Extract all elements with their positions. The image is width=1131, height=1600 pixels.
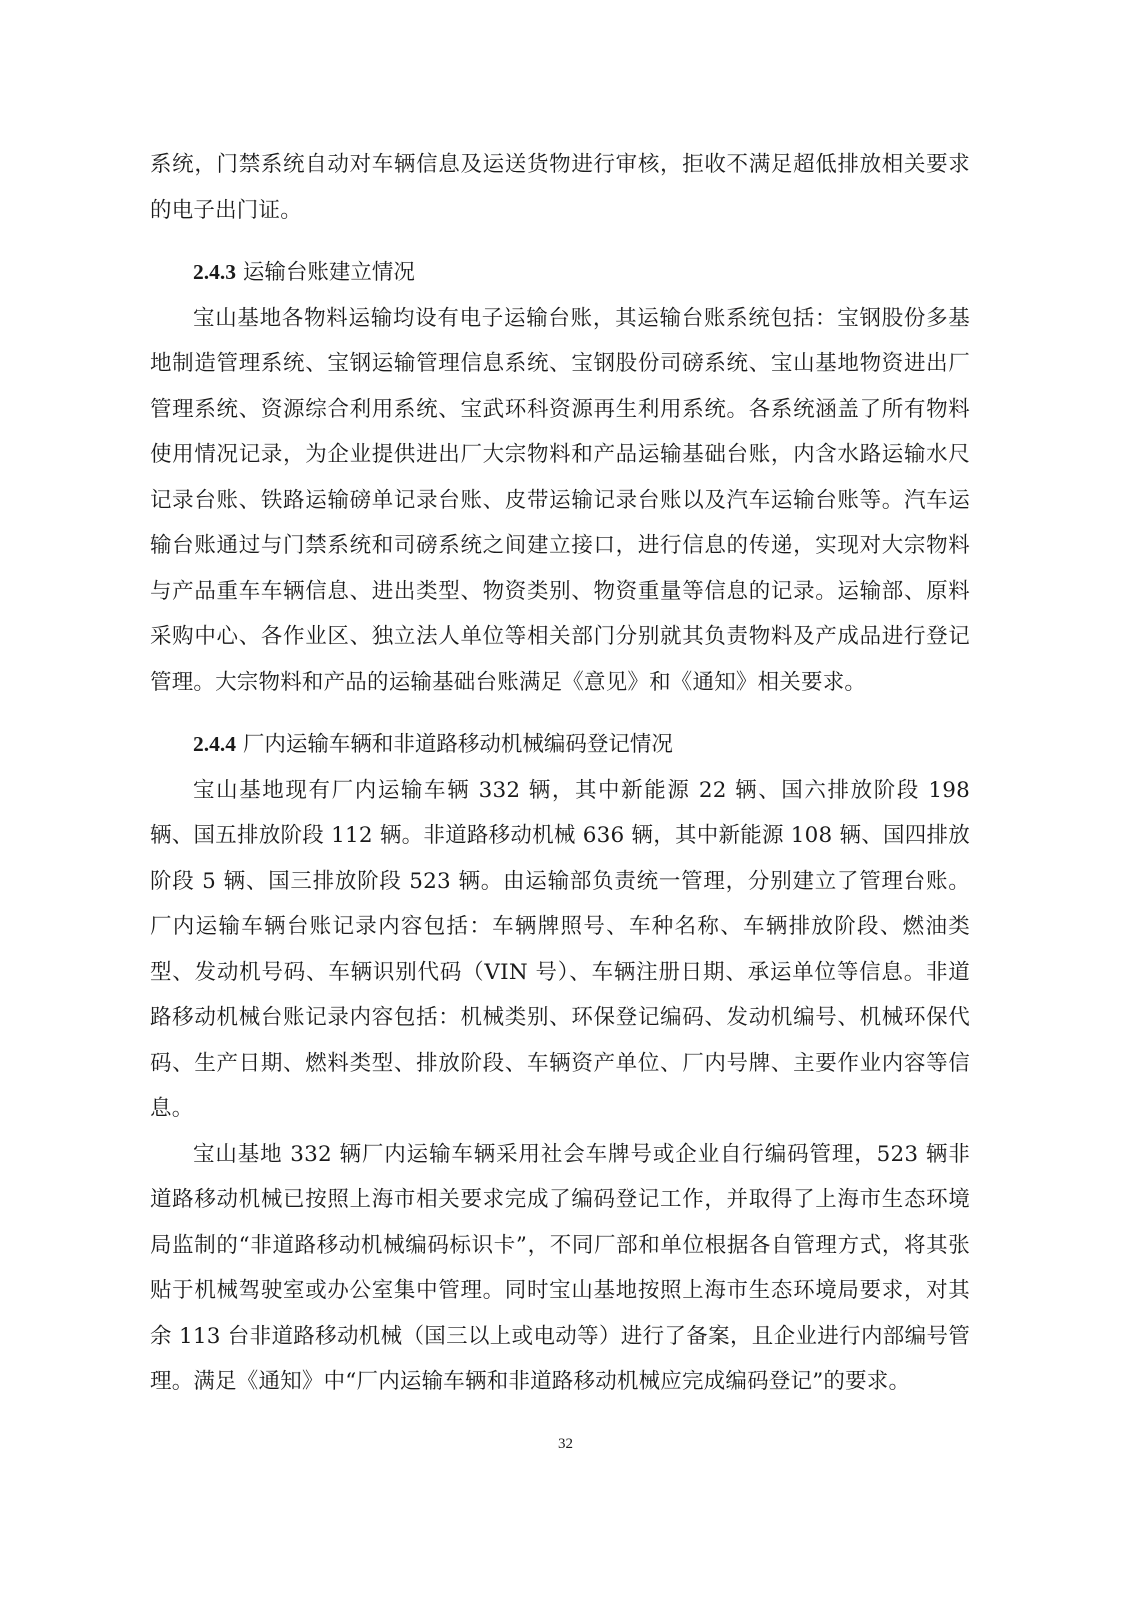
page-body (150, 142, 970, 1405)
section-number: 2.4.4 (193, 732, 236, 756)
section-2-4-4-paragraph-1: 宝山基地现有厂内运输车辆 332 辆，其中新能源 22 辆、国六排放阶段 198 辆、国五排放阶段 112 辆。非道路移动机械 636 辆，其中新能源 108 辆、国四排放阶段 5 辆、国三排放阶段 523 辆。由运输部负责统一管理，分别建立了管理台账。厂内运输车辆台账记录内容包括：车辆牌照号、车种名称、车辆排放阶段、燃油类型、发动机号码、车辆识别代码（VIN 号）、车辆注册日期、承运单位等信息。非道路移动机械台账记录内容包括：机械类别、环保登记编码、发动机编号、机械环保代码、生产日期、燃料类型、排放阶段、车辆资产单位、厂内号牌、主要作业内容等信息。 (150, 777, 970, 1121)
section-title: 运输台账建立情况 (242, 260, 415, 285)
section-heading-2-4-4 (150, 722, 970, 768)
section-2-4-4-paragraph-2: 宝山基地 332 辆厂内运输车辆采用社会车牌号或企业自行编码管理，523 辆非道路移动机械已按照上海市相关要求完成了编码登记工作，并取得了上海市生态环境局监制的“非道路移动机械编码标识卡”，不同厂部和单位根据各自管理方式，将其张贴于机械驾驶室或办公室集中管理。同时宝山基地按照上海市生态环境局要求，对其余 113 台非道路移动机械（国三以上或电动等）进行了备案，且企业进行内部编号管理。满足《通知》中“厂内运输车辆和非道路移动机械应完成编码登记”的要求。 (150, 1141, 970, 1394)
section-2-4-3-paragraph: 宝山基地各物料运输均设有电子运输台账，其运输台账系统包括：宝钢股份多基地制造管理系统、宝钢运输管理信息系统、宝钢股份司磅系统、宝山基地物资进出厂管理系统、资源综合利用系统、宝武环科资源再生利用系统。各系统涵盖了所有物料使用情况记录，为企业提供进出厂大宗物料和产品运输基础台账，内含水路运输水尺记录台账、铁路运输磅单记录台账、皮带运输记录台账以及汽车运输台账等。汽车运输台账通过与门禁系统和司磅系统之间建立接口，进行信息的传递，实现对大宗物料与产品重车车辆信息、进出类型、物资类别、物资重量等信息的记录。运输部、原料采购中心、各作业区、独立法人单位等相关部门分别就其负责物料及产成品进行登记管理。大宗物料和产品的运输基础台账满足《意见》和《通知》相关要求。 (150, 305, 970, 695)
intro-paragraph: 系统，门禁系统自动对车辆信息及运送货物进行审核，拒收不满足超低排放相关要求的电子出门证。 (150, 152, 970, 223)
section-number: 2.4.3 (193, 260, 236, 284)
section-title: 厂内运输车辆和非道路移动机械编码登记情况 (242, 732, 673, 757)
section-heading-2-4-3 (150, 250, 970, 296)
page-number: 32 (558, 1436, 573, 1452)
